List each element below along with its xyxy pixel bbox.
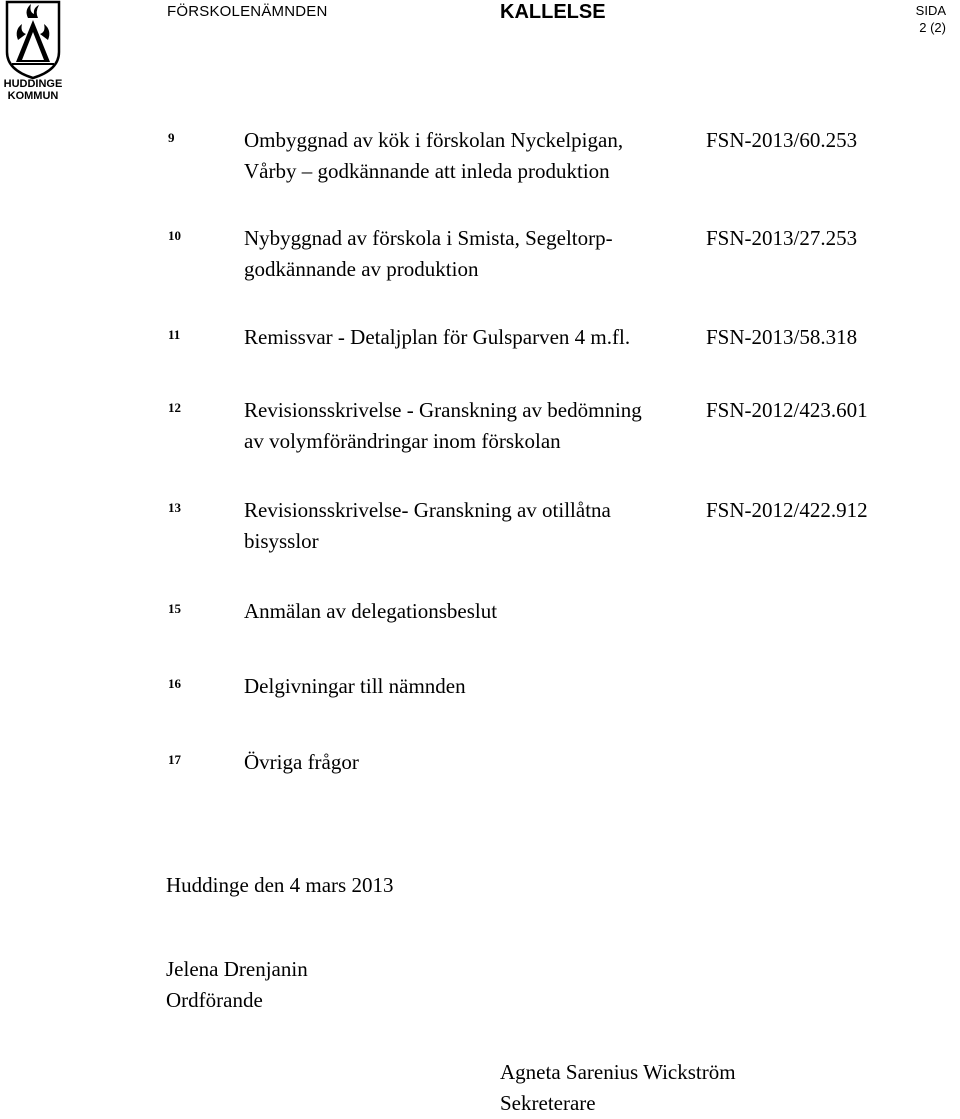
item-text (244, 322, 630, 353)
item-text (244, 223, 613, 285)
page-indicator (916, 2, 946, 36)
item-text-line: Delgivningar till nämnden (244, 674, 466, 698)
item-text-line: Revisionsskrivelse- Granskning av otillåtna (244, 498, 611, 522)
item-reference: FSN-2012/422.912 (706, 498, 868, 522)
chair-signature (166, 954, 308, 1016)
item-text (244, 671, 466, 702)
item-reference: FSN-2013/60.253 (706, 128, 858, 152)
item-number: 13 (168, 500, 181, 515)
item-number: 9 (168, 130, 175, 145)
page-label: SIDA (915, 3, 946, 18)
item-text-line: Vårby – godkännande att inleda produktion (244, 159, 610, 183)
item-text (244, 395, 642, 457)
item-number: 11 (168, 327, 181, 342)
chair-role: Ordförande (166, 988, 263, 1012)
item-number: 16 (168, 676, 181, 691)
item-number: 12 (168, 400, 181, 415)
secretary-signature (500, 1057, 736, 1119)
item-text-line: Ombyggnad av kök i förskolan Nyckelpigan, (244, 128, 624, 152)
page-number: 2 (2) (919, 20, 946, 35)
item-reference: FSN-2012/423.601 (706, 398, 868, 422)
item-text (244, 495, 611, 557)
huddinge-kommun-logo (0, 0, 66, 108)
item-text-line: Nybyggnad av förskola i Smista, Segeltorp- (244, 226, 613, 250)
item-text-line: Remissvar - Detaljplan för Gulsparven 4 m.fl. (244, 325, 631, 349)
secretary-name: Agneta Sarenius Wickström (500, 1060, 736, 1084)
item-text-line: bisysslor (244, 529, 319, 553)
chair-name: Jelena Drenjanin (166, 957, 308, 981)
coat-of-arms-icon (0, 0, 66, 80)
item-reference: FSN-2013/58.318 (706, 325, 858, 349)
secretary-role: Sekreterare (500, 1091, 596, 1115)
place-date: Huddinge den 4 mars 2013 (166, 873, 394, 897)
item-number: 15 (168, 601, 181, 616)
document-title: KALLELSE (500, 1, 606, 23)
item-text (244, 596, 497, 627)
organization-name: FÖRSKOLENÄMNDEN (167, 3, 328, 20)
item-reference: FSN-2013/27.253 (706, 226, 858, 250)
item-text (244, 747, 359, 778)
item-text-line: Övriga frågor (244, 750, 359, 774)
logo-line2: KOMMUN (7, 90, 59, 102)
logo-line1: HUDDINGE (3, 78, 63, 90)
item-text-line: Anmälan av delegationsbeslut (244, 599, 498, 623)
item-text (244, 125, 623, 187)
item-number: 17 (168, 752, 181, 767)
item-number: 10 (168, 228, 181, 243)
item-text-line: Revisionsskrivelse - Granskning av bedömning (244, 398, 642, 422)
item-text-line: godkännande av produktion (244, 257, 479, 281)
item-text-line: av volymförändringar inom förskolan (244, 429, 561, 453)
